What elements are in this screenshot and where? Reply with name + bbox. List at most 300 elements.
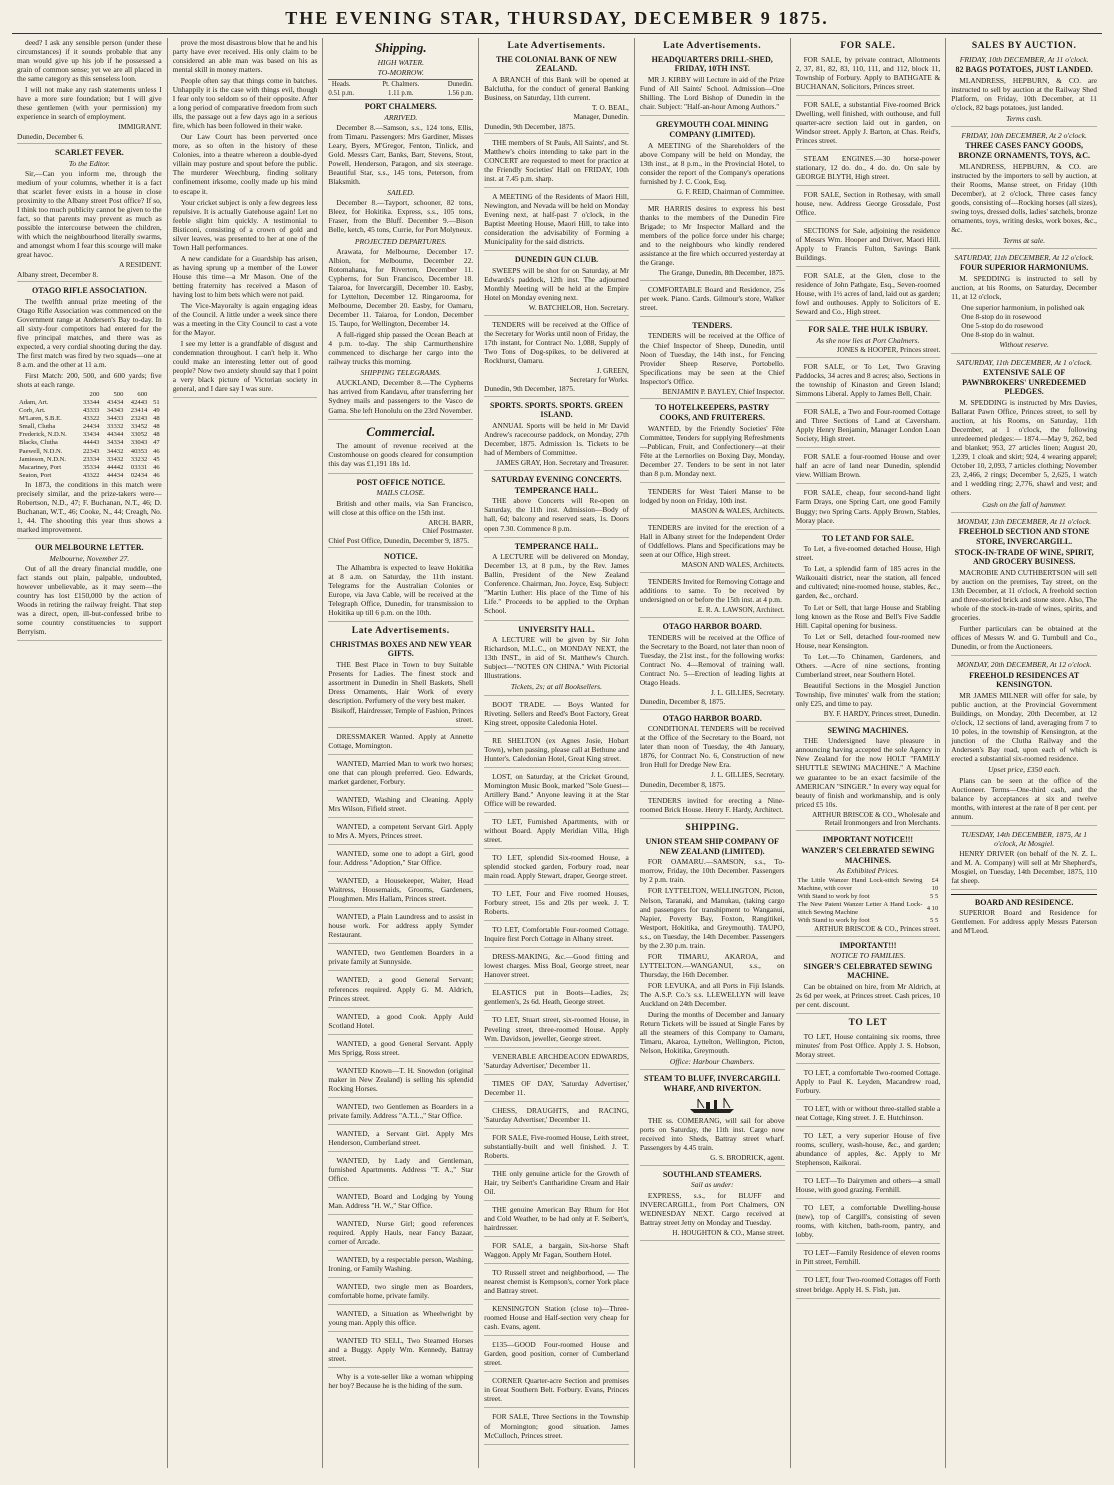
- advert-signature: ARTHUR BRISCOE & CO., Princes street.: [814, 924, 941, 933]
- to-let-ad: [796, 1203, 941, 1244]
- price-value: 5 5: [930, 916, 939, 924]
- score-cell: 46: [153, 471, 160, 479]
- classified-ad: [328, 1066, 473, 1098]
- auction-body: MLANDRESS, HEPBURN, & CO. are instructed to sell by auction at the Railway Shed Platform, on Friday, 10th December, at 11 o'clock, 82 bags potatoes, just landed.: [951, 75, 1097, 112]
- score-cell: 33332: [106, 423, 124, 431]
- score-cell: 48: [153, 431, 160, 439]
- tide-subtitle: TO-MORROW.: [377, 68, 424, 78]
- drill-shed-lecture: [640, 55, 785, 117]
- section-heading-to-let: TO LET: [848, 1018, 888, 1029]
- advert-text: WANTED, a Plain Laundress and to assist in house work. For address apply Symder Restaurant.: [328, 912, 474, 940]
- advert-title: IMPORTANT!!!: [839, 940, 897, 950]
- closing-joke: Why is a vote-seller like a woman whipping her boy? Because he is the hiding of the sum.: [328, 1372, 474, 1391]
- classified-ad: [328, 732, 473, 755]
- tide-place: Pt. Chalmers.: [382, 81, 420, 89]
- advert-body: COMFORTABLE Board and Residence, 25s per week. Piano. Cards. Gilmour's store, Walker street.: [639, 284, 785, 312]
- advert-title: WANZER'S CELEBRATED SEWING MACHINES.: [801, 845, 935, 865]
- score-cell: 48: [153, 415, 160, 423]
- advert-body: SUPERIOR Board and Residence for Gentlemen. For address apply Messrs Paterson and M'Leod.: [951, 908, 1097, 936]
- classified-ad: [328, 795, 473, 818]
- section-heading-late-ads: Late Advertisements.: [507, 41, 606, 51]
- advert-text: VENERABLE ARCHDEACON EDWARDS, 'Saturday Advertiser,' December 11.: [484, 1051, 629, 1070]
- advert-text: WANTED, a competent Servant Girl. Apply to Mrs A. Myers, Princes street.: [328, 822, 474, 841]
- article-title: OTAGO RIFLE ASSOCIATION.: [32, 286, 147, 296]
- advert-text: WANTED, a Situation as Wheelwright by young man. Apply this office.: [328, 1309, 474, 1328]
- article-body: First Match: 200, 500, and 600 yards; five shots at each range.: [17, 371, 162, 390]
- fencing-tenders: [640, 321, 785, 400]
- to-let-entry: To Let, a five-roomed detached House, High street.: [795, 544, 941, 563]
- advert-signature: Bisikoff, Hairdresser, Temple of Fashion, Princes street.: [331, 707, 474, 725]
- advert-text: TIMES OF DAY, 'Saturday Advertiser,' December 11.: [484, 1078, 629, 1097]
- advert-title: TEMPERANCE HALL.: [514, 541, 599, 551]
- auction-body: M. SPEDDING is instructed by Mrs Davies, Ballarat Pawn Office, Princes street, to sell by auction, at his Rooms, on Saturday, 11th December, at 1 o'clock, the following unredeemed pledges:— 1874.—May 9, 262, bed and blanket; 953, 27 articles linen; August 20, 1,239, 1 cloak and skirt; 924, 4 wearing apparel; October 10, 2,093, 7 articles clothing; November 23, 2,466, 2 rings; December 5, 2,625, 1 watch and 1 wedding ring; 2,776, shawl and vest; and others.: [951, 398, 1097, 498]
- advert-text: WANTED, a good General Servant. Apply Mrs Sprigg, Ross street.: [328, 1038, 474, 1057]
- classified-ad: [328, 849, 473, 872]
- auction-date: FRIDAY, 10th DECEMBER, At 11 o'clock.: [959, 54, 1089, 64]
- post-office-notice: [328, 478, 473, 549]
- advert-title: IMPORTANT NOTICE!!!: [822, 835, 914, 845]
- advert-date: Dunedin, December 8, 1875.: [639, 697, 726, 707]
- advert-text: WANTED, a good Cook. Apply Auld Scotland Hotel.: [328, 1011, 474, 1030]
- advert-text: FOR SALE, at the Glen, close to the residence of John Pathgate, Esq., Seven-roomed House, with 1½ acres of land, laid out as garden; fowl and outhouses. Apply to Solicitors of E. Seward and Co., High street.: [795, 271, 941, 317]
- auction-body: HENRY DRIVER (on behalf of the N. Z. L. and M. A. Company) will sell at Mr Shepherd's, Mosgiel, on Tuesday, 14th December, 1875, 110 fat sheep.: [951, 849, 1097, 886]
- score-cell: 33344: [82, 399, 100, 407]
- auction-title: EXTENSIVE SALE OF PAWNBROKERS' UNREDEEMED PLEDGES.: [962, 367, 1087, 397]
- advert-signature: MASON AND WALES, Architects.: [681, 561, 785, 570]
- advert-text: FOR SALE, Five-roomed House, Leith street, substantially-built and well finished. J. T. Roberts.: [484, 1132, 629, 1160]
- wanzer-machine-ad: [796, 835, 941, 936]
- advert-title: CHRISTMAS BOXES AND NEW YEAR GIFTS.: [329, 639, 472, 659]
- classified-ad: [484, 925, 629, 948]
- advert-body: TENDERS will be received at the Office of the Secretary for Works until noon of Friday, the 17th instant, for Contract No. 1,088, Supply of Two Tons of Dog-spikes, to be delivered at Rockhurst, Oamaru.: [484, 319, 629, 365]
- advert-text: WANTED, Nurse Girl; good references required. Apply Hauls, near Fancy Bazaar, corner of Arcade.: [328, 1219, 474, 1247]
- letter-signature: IMMIGRANT.: [118, 123, 162, 132]
- letter-unemployment: [17, 38, 162, 144]
- sailing-entry: FOR LYTTELTON, WELLINGTON, Picton, Nelson, Taranaki, and Manukau, (taking cargo and passengers for transhipment to Wanganui, Napier, Poverty Bay, Foxton, Rangitikei, Westport, Hokitika, and Greymouth). TAUPO, s.s., on Tuesday, the 14th December. Passengers by the 2.30 p.m. train.: [639, 886, 785, 950]
- hall-tenders: [640, 523, 785, 573]
- to-let-ad: [796, 1068, 941, 1100]
- advert-title: TO LET AND FOR SALE.: [821, 533, 914, 543]
- score-cell: Frederick, N.D.N.: [19, 431, 67, 439]
- letter-body: deed? I ask any sensible person (under these circumstances) if it sounds probable that any man would give up his job if he possessed a grain of common sense; yet we are all placed in the same category as this senseless loon.: [17, 38, 162, 84]
- advert-title: UNION STEAM SHIP COMPANY OF NEW ZEALAND (LIMITED).: [645, 836, 779, 856]
- score-row: [17, 456, 162, 464]
- to-let-ad: [796, 1104, 941, 1127]
- score-cell: 45: [153, 455, 160, 463]
- score-cell: 34343: [106, 407, 124, 415]
- score-cell: 34433: [106, 415, 124, 423]
- cottage-tenders: [640, 577, 785, 618]
- to-let-ad: [796, 1131, 941, 1172]
- article-body: British and other mails, via San Francisco, will close at this office on the 15th inst.: [328, 498, 474, 517]
- auction-terms: Cash on the fall of hammer.: [982, 499, 1067, 509]
- advert-title: HEADQUARTERS DRILL-SHED, FRIDAY, 10TH INST.: [651, 54, 773, 74]
- advert-text: DRESS-MAKING, &c.—Good fitting and lowest charges. Miss Boal, George street, near Hanover street.: [484, 952, 629, 980]
- score-cell: 23414: [130, 407, 148, 415]
- auction-body: MR JAMES MILNER will offer for sale, by public auction, at the Provincial Government Buildings, on Monday, 20th December, at 12 o'clock, 12 sections of land, averaging from 7 to 10 poles, in the township of Kensington, at the junction of the Clutha Railway and the Andersen's Bay road, upon each of which is erected a substantial six-roomed residence.: [951, 691, 1097, 764]
- price-row: [796, 917, 941, 925]
- column-1: [12, 38, 168, 1468]
- score-cell: 24434: [82, 423, 100, 431]
- advert-text: WANTED, by a respectable person, Washing, Ironing, or Family Washing.: [328, 1255, 474, 1274]
- advert-text: KENSINGTON Station (close to)—Three-roomed House and Half-section very cheap for cash. Evans, agent.: [484, 1304, 629, 1332]
- advert-text: TO LET, four Two-roomed Cottages off Forth street bridge. Apply H. S. Fish, jun.: [795, 1275, 941, 1294]
- price-item: With Stand to work by foot: [797, 916, 870, 924]
- price-item: The New Patent Wanzer Letter A Hand Lock-stitch Sewing Machine: [797, 900, 923, 916]
- article-body: A full-rigged ship passed the Ocean Beach at 4 p.m. to-day. The ship Carmurthenshire commenced to discharge her cargo into the railway trucks this morning.: [328, 330, 474, 367]
- advert-text: TO LET, a comfortable Dwelling-house (new), top of Cargill's, consisting of seven rooms, with kitchen, bath-room, pantry, and lobby.: [795, 1203, 941, 1240]
- tide-table: [328, 79, 473, 100]
- advert-signature: BENJAMIN P. BAYLEY, Chief Inspector.: [662, 387, 785, 396]
- article-body: AUCKLAND, December 8.—The Cypherns has arrived from Kandavu, after transferring her Sydney mails and passengers to the Vasco de Gama. She left Honolulu on the 23rd November.: [328, 378, 474, 415]
- auction-date: MONDAY, 20th DECEMBER, At 12 o'clock.: [956, 660, 1092, 670]
- melbourne-letter: [17, 543, 162, 641]
- classified-ad: [484, 889, 629, 921]
- auction-terms: Terms cash.: [1006, 113, 1043, 123]
- tide-entry: [328, 81, 354, 98]
- article-title: OUR MELBOURNE LETTER.: [35, 542, 144, 552]
- article-body: The Vice-Mayoralty is again engaging ideas of the Council. A little under a week since there was a meeting in the City Council to cast a vote for the Mayor.: [172, 300, 318, 337]
- advert-text: WANTED TO SELL, Two Steamed Horses and a Buggy. Apply Wm. Kennedy, Battray street.: [328, 1336, 474, 1364]
- classified-ad: [484, 1340, 629, 1372]
- article-body: The Alhambra is expected to leave Hokitika at 8 a.m. on Saturday, the 11th instant. Telegrams for the Australian Colonies or Europe, via Java Cable, will be received at the Telegraph Office, Dunedin, for transmission to Hokitika up till 6 p.m. on the 10th.: [328, 562, 474, 618]
- section-heading-commercial: Commercial.: [366, 423, 436, 439]
- sailing-entry: FOR OAMARU.—SAMSON, s.s., To-morrow, Friday, the 10th December. Passengers by 2 p.m. train.: [639, 857, 785, 885]
- advert-text: THE only genuine article for the Growth of Hair, try Seibert's Cantharidine Cream and Hair Oil.: [484, 1168, 629, 1196]
- advert-title: SEWING MACHINES.: [827, 725, 909, 735]
- advert-title: TENDERS.: [692, 320, 733, 330]
- auction-lot: One 5-stop do do rosewood: [961, 321, 1043, 331]
- letter-date: Albany street, December 8.: [17, 270, 99, 280]
- advert-title: OTAGO HARBOR BOARD.: [662, 621, 762, 631]
- classified-ad: [484, 772, 629, 813]
- auction-title: FREEHOLD RESIDENCES AT KENSINGTON.: [969, 670, 1080, 690]
- advert-signature: Secretary for Works.: [569, 375, 629, 384]
- advert-text: FOR SALE, a bargain, Six-horse Shaft Waggon. Apply Mr Fagan, Southern Hotel.: [484, 1241, 629, 1260]
- classified-ad: [328, 975, 473, 1007]
- classified-ad: [484, 1304, 629, 1336]
- singer-machine-ad: [796, 941, 941, 1015]
- column-6: [791, 38, 947, 1468]
- advert-text: TO LET—To Dairymen and others—a small House, with good grazing. Fernhill.: [795, 1176, 941, 1195]
- letter-body: I will not make any rash statements unless I have a more sure foundation; but I will give these gentlemen (with your permission) my experience in search of employment.: [17, 85, 162, 122]
- section-heading-auctions: SALES BY AUCTION.: [971, 41, 1077, 51]
- choir-notice: [484, 138, 629, 188]
- tide-entry: [382, 81, 419, 98]
- advert-text: FOR SALE, Section in Rothesay, with small house, new. Address George Grossdale, Post Office.: [795, 189, 941, 218]
- advert-text: RE SHELTON (ex Agnes Josie, Hobart Town), when passing, please call at Bethune and Hunter's. Caledonian Hotel, Great King street.: [484, 735, 629, 763]
- advert-text: FOR SALE a four-roomed House and over half an acre of land near Dunedin, splendid view. William Brown.: [795, 452, 941, 480]
- score-cell: 40353: [130, 447, 148, 455]
- classified-ad: [484, 1079, 629, 1102]
- auction-pledges: [951, 358, 1097, 513]
- score-cell: M'Laren, S.B.E.: [19, 415, 62, 423]
- score-cell: 47: [153, 439, 160, 447]
- advert-title: GREYMOUTH COAL MINING COMPANY (LIMITED).: [655, 120, 769, 139]
- classified-list: [484, 700, 629, 1445]
- score-cell: Blacks, Clutha: [19, 439, 58, 447]
- notice-date: Chief Post Office, Dunedin, December 9, 1875.: [328, 536, 470, 546]
- article-body: A new candidate for a Guardship has arisen, as having sprung up a member of the Lower House this time—a Mr Mason. One of the betting fraternity has received a Mason of having lost to him bets which were not paid.: [172, 253, 318, 299]
- telegraph-notice: [328, 552, 473, 622]
- article-body: prove the most disastrous blow that he and his party have ever received. His only claim to be considered an able man was based on his as mental skill in money matters.: [172, 38, 318, 75]
- tide-place: Dunedin.: [447, 81, 473, 89]
- to-let-ad: [796, 1248, 941, 1271]
- for-sale-ad: [796, 154, 941, 186]
- bluff-steamer-ad: [640, 1074, 785, 1165]
- score-cell: Jamieson, N.D.N.: [19, 455, 67, 463]
- score-cell: 02434: [130, 471, 148, 479]
- advert-signature: J. L. GILLIES, Secretary.: [710, 688, 785, 697]
- advert-title: STEAM TO BLUFF, INVERCARGILL WHARF, AND RIVERTON.: [644, 1074, 781, 1094]
- classified-ad: [328, 1039, 473, 1062]
- header-cell: 200: [89, 391, 100, 399]
- thanks-notice: [640, 204, 785, 281]
- advert-signature: H. HOUGHTON & CO., Manse street.: [672, 1228, 785, 1237]
- article-title: POST OFFICE NOTICE.: [356, 477, 446, 487]
- classified-ad: [328, 822, 473, 845]
- manse-tenders: [640, 487, 785, 519]
- score-cell: 42443: [130, 399, 148, 407]
- classified-ad: [328, 1192, 473, 1215]
- advert-text: FOR SALE, cheap, four second-hand light Farm Drays, one Spring Cart, one good Family Buggy; two Spring Carts. Apply Brown, Stables, Moray place.: [795, 488, 941, 525]
- columns: [12, 38, 1102, 1468]
- to-let-entry: To Let.—To Chinamen, Gardeners, and Others. —Acre of nine sections, fronting Cumberland street, near Southern Hotel.: [795, 651, 941, 679]
- advert-signature: Manager, Dunedin.: [573, 112, 629, 121]
- steamship-icon: [686, 1096, 738, 1114]
- score-cell: Adam, Art.: [19, 399, 49, 407]
- header-cell: [149, 391, 161, 399]
- article-title: NOTICE.: [384, 552, 418, 562]
- advert-body: CONDITIONAL TENDERS will be received at the Office of the Secretary to the Board, not later than noon of Tuesday, the 4th January, 1876, for Contract No. 6, Construction of new Iron Hull for Dredge New Era.: [639, 724, 785, 770]
- score-cell: 35334: [82, 463, 100, 471]
- advert-text: WANTED, some one to adopt a Girl, good four. Address "Adoption," Star Office.: [328, 849, 474, 868]
- classified-ad: [484, 1106, 629, 1129]
- score-cell: 44434: [106, 471, 124, 479]
- price-value: 5 5: [930, 892, 939, 900]
- scarlet-fever-letter: [17, 148, 162, 282]
- advert-text: STEAM ENGINES.—30 horse-power stationary, 12 do. do., 4 do. do. On sale by GEORGE BLYTH, High street.: [795, 153, 941, 181]
- christmas-advert: [328, 640, 473, 728]
- advert-signature: J. GREEN,: [596, 366, 629, 375]
- score-cell: 22343: [82, 447, 100, 455]
- auction-note: Further particulars can be obtained at the offices of Messrs W. and G. Turnbull and Co., Dunedin, or from the Auctioneers.: [951, 624, 1097, 652]
- score-cell: 43322: [82, 415, 100, 423]
- sewing-machine-ad: [796, 726, 941, 832]
- auction-date: FRIDAY, 10th DECEMBER, At 2 o'clock.: [961, 130, 1087, 140]
- advert-text: TO LET, Four and Five roomed Houses, Forbury street, 15s and 20s per week. J. T. Roberts.: [484, 889, 629, 917]
- melbourne-letter-continued: [173, 38, 318, 398]
- article-body: December 8.—Tayport, schooner, 82 tons, Bleez, for Hokitika. Express, s.s., 105 tons, Fraser, from the Bluff. December 9.—Bison Belle, ketch, 45 tons, Currie, for Port Molyneux.: [328, 198, 474, 235]
- header-cell: [17, 391, 78, 399]
- port-chalmers-report: [328, 102, 473, 420]
- union-steamship-ad: [640, 837, 785, 1070]
- score-cell: 43434: [106, 399, 124, 407]
- classified-list: [796, 544, 941, 708]
- advert-body: TENDERS are invited for the erection of a Hall in Albany street for the Independent Order of Oddfellows. Plans and Specifications may be seen at our Office, High street.: [639, 522, 785, 560]
- auction-body: MACROBIE AND CUTHBERTSON will sell by auction on the premises, Tay street, on the 13th December, at 11 o'clock, A freehold section and three-storied brick and stone store. Also, The whole of the stock-in-trade of wines, spirits, and groceries.: [951, 568, 1097, 623]
- article-subtitle: To the Editor.: [68, 158, 110, 168]
- score-cell: 23243: [130, 415, 148, 423]
- tide-time: 1.56 p.m.: [447, 89, 474, 97]
- advert-text: WANTED, two single men as Boarders, comfortable home, private family.: [328, 1282, 474, 1301]
- section-heading-board: BOARD AND RESIDENCE.: [974, 898, 1074, 908]
- to-let-entry: To Let or Sell, that large House and Stabling long known as the Rose and Bell's Five Saddle Hill. Capital opening for business.: [795, 602, 941, 630]
- auction-body: M. SPEDDING is instructed to sell by auction, at his Rooms, on Saturday, December 11, at 12 o'clock,: [951, 274, 1097, 302]
- advert-body: WANTED, by the Friendly Societies' Fête Committee, Tenders for supplying Refreshments—Publican, Fruit, and Confectionery—at their Fête at the Lernorlies on Boxing Day, Monday, December 27. Tenders to be sent in not later than 8 p.m. Monday next.: [639, 423, 785, 479]
- advert-signature: JAMES GRAY, Hon. Secretary and Treasurer.: [496, 459, 629, 468]
- column-7: [946, 38, 1102, 1468]
- advert-subtitle: As Exhibited Prices.: [837, 866, 899, 876]
- advert-signature: MASON & WALES, Architects.: [691, 507, 785, 516]
- letter-signature: A RESIDENT.: [119, 261, 162, 270]
- advert-office: Office: Harbour Chambers.: [669, 1057, 755, 1067]
- brick-house-tenders: [640, 796, 785, 819]
- classified-ad: [328, 1282, 473, 1305]
- advert-text: £135—GOOD Four-roomed House and Garden, good position, corner of Cumberland street.: [484, 1340, 629, 1368]
- score-cell: 34334: [106, 439, 124, 447]
- classified-ad: [484, 1015, 629, 1047]
- southland-steamers-ad: [640, 1170, 785, 1241]
- classified-ad: [484, 952, 629, 984]
- advert-body: A MEETING of the Shareholders of the above Company will be held on Monday, the 13th inst., at 8 p.m., in the Provincial Hotel, to consider the report of the Company's operations furnished by J. C. Cook, Esq.: [639, 140, 785, 186]
- dog-spikes-tenders: [484, 320, 629, 397]
- classified-ad: [328, 1309, 473, 1332]
- score-cell: 33232: [130, 455, 148, 463]
- advert-text: TO LET, Furnished Apartments, with or without Board. Apply Meridian Villa, High street.: [484, 816, 629, 845]
- score-row: [17, 439, 162, 447]
- for-sale-ad: [796, 488, 941, 529]
- advert-body: SWEEPS will be shot for on Saturday, at Mr Edwards's paddock, 12th inst. The adjourned Monthly Meeting will be held at the Empire Hotel on Monday evening next.: [484, 265, 629, 302]
- advert-title: UNIVERSITY HALL.: [518, 624, 595, 634]
- advert-body: THE Undersigned have pleasure in announcing having accepted the sole Agency in New Zealand for the now HOLT "FAMILY SHUTTLE SEWING MACHINE." A Machine we guarantee to be an exact facsimile of the AMERICAN "SINGER." In every way equal for beauty of finish and workmanship, and is only priced £5 10s.: [795, 736, 941, 809]
- score-cell: 44443: [82, 439, 100, 447]
- advert-text: CHESS, DRAUGHTS, and RACING, 'Saturday Advertiser,' December 11.: [484, 1105, 629, 1124]
- for-sale-ad: [796, 190, 941, 222]
- advert-text: FOR SALE, a Two and Four-roomed Cottage and Three Sections of Land at Caversham. Apply Henry Benjamin, Manager London Loan Society, High street.: [795, 407, 941, 444]
- section-heading: PORT CHALMERS.: [364, 101, 437, 111]
- article-body: December 8.—Samson, s.s., 124 tons, Ellis, from Timaru. Passengers: Mrs Gardiner, Misses Leary, Byers, M'Gregor, Fenton, Tinlick, and Gold. Messrs Carr, Banks, Barr, Stevens, Stout, Powell, Henderson, Paragon, and six steerage. Beautiful Star, s.s., 145 tons, Peterson, from Blaksmith.: [328, 122, 474, 187]
- classified-ad: [328, 876, 473, 908]
- letter-date: Dunedin, December 6.: [17, 132, 84, 142]
- advert-text: TO LET, Stuart street, six-roomed House, in Peveling street, three-roomed House. Apply Wm. Davidson, jeweller, George street.: [484, 1015, 629, 1043]
- score-cell: 43322: [82, 471, 100, 479]
- classified-ad: [484, 853, 629, 885]
- price-value: £4 10: [931, 876, 939, 892]
- advert-body: THE Best Place in Town to buy Suitable Presents for Ladies. The finest stock and assortment in Dunedin in Shell Baskets, Shell Dress Ornaments, Hair Work of every description. Perfumery of the very best maker.: [328, 660, 474, 706]
- auction-invercargill: [951, 517, 1097, 657]
- section-heading-shipping: SHIPPING.: [685, 823, 740, 834]
- advert-title: SINGER'S CELEBRATED SEWING MACHINE.: [803, 961, 933, 981]
- for-sale-ad: [796, 271, 941, 321]
- to-let-ad: [796, 1176, 941, 1199]
- advert-subtitle: As she now lies at Port Chalmers.: [816, 336, 920, 346]
- column-2: [168, 38, 324, 1468]
- article-body: Sir,—Can you inform me, through the medium of your columns, whether it is a fact that scarlet fever exists in a house in close proximity to the Albany street Post office? If so, I think too much publicity cannot be given to the fact, so that parents may prevent as much as possible the intercourse between the children, with which the neighbourhood literally swarms, and amongst whom I fear this scourge will make great havoc.: [17, 169, 162, 260]
- score-row: [17, 407, 162, 415]
- advert-text: THE genuine American Bay Rhum for Hot and Cold Weather, to be had only at F. Seibert's, hairdresser.: [484, 1204, 629, 1233]
- advert-text: WANTED, two Gentlemen Boarders in a private family at Sunnyside.: [328, 948, 474, 967]
- advert-text: FOR SALE, by private contract, Allotments 2, 37, 81, 82, 83, 110, 111, and 112, block 11, Township of Forbury. Apply to BATHGATE & BUCHANAN, Solicitors, Princes street.: [795, 54, 941, 91]
- advert-body: THE above Concerts will Re-open on Saturday, the 11th inst. Admission—Body of hall, 6d; balcony and reserved seats, 1s. Doors open 7.30. Commence 8 p.m.: [484, 496, 629, 533]
- classified-ad: [484, 1169, 629, 1201]
- advert-text: FOR SALE, a substantial Five-roomed Brick Dwelling, well finished, with outhouse, and full quarter-acre section laid out in garden, on Windsor street. Apply J. Barton, at Chas. Reid's, Princes street.: [795, 99, 941, 145]
- advert-text: TO LET, Comfortable Four-roomed Cottage. Inquire first Porch Cottage in Albany street.: [484, 925, 629, 944]
- classified-ad: [328, 1336, 473, 1368]
- advert-text: TO LET, a comfortable Two-roomed Cottage. Apply to Paul K. Leyden, Macandrew road, Forbury.: [795, 1067, 941, 1095]
- gun-club-notice: [484, 255, 629, 316]
- advert-subtitle: NOTICE TO FAMILIES.: [830, 951, 906, 961]
- section-heading-late-ads: Late Advertisements.: [351, 626, 450, 637]
- score-cell: Paewell, N.D.N.: [19, 447, 63, 455]
- advert-title: THE COLONIAL BANK OF NEW ZEALAND.: [495, 54, 618, 74]
- classified-ad: [484, 1268, 629, 1300]
- auction-date: TUESDAY, 14th DECEMBER, 1875, At 1 o'clock, At Mosgiel.: [961, 829, 1087, 848]
- harbour-board-dredge-tenders: [640, 714, 785, 793]
- classified-ad: [484, 988, 629, 1011]
- auction-title: 82 BAGS POTATOES, JUST LANDED.: [955, 64, 1093, 74]
- for-sale-ad: [796, 226, 941, 267]
- advert-text: CORNER Quarter-acre Section and premises in Great Southern Belt. Forbury. Evans, Princes street.: [484, 1376, 629, 1404]
- sailing-list: [640, 857, 785, 1008]
- classified-list: [796, 55, 941, 322]
- sports-notice: [484, 401, 629, 471]
- classified-ad: [328, 1255, 473, 1278]
- classified-list: [328, 732, 473, 1369]
- article-body: Arawata, for Melbourne, December 17. Albion, for Melbourne, December 22. Rotomahana, for Riverton, December 11. Cypherns, for Sun Francisco, December 18. Taiaroa, for Invercargill, December 10. Easby, for Lyttelton, December 12. Ringarooma, for Melbourne, December 20. Easby, for Oamaru, December 11. Taiaroa, for London, December 15. Taupo, for Wellington, December 14.: [328, 246, 474, 329]
- advert-signature: J. L. GILLIES, Secretary.: [710, 771, 785, 780]
- classified-ad: [328, 1102, 473, 1125]
- advert-title: TO HOTELKEEPERS, PASTRY COOKS, AND FRUITERERS.: [655, 403, 770, 423]
- auction-title: FREEHOLD SECTION AND STONE STORE, INVERCARGILL.: [958, 527, 1090, 546]
- auction-lot: One superior harmonium, in polished oak: [961, 303, 1085, 313]
- auction-date: SATURDAY, 11th DECEMBER, At 12 o'clock.: [954, 253, 1094, 263]
- score-row: [17, 399, 162, 407]
- price-item: The Little Wanzer Hand Lock-stitch Sewing Machine, with cover: [797, 876, 923, 892]
- advert-text: DRESSMAKER Wanted. Apply at Annette Cottage, Mornington.: [328, 731, 474, 750]
- rifle-association-article: [17, 286, 162, 539]
- price-row: [796, 893, 941, 901]
- concert-notice: [484, 475, 629, 538]
- tide-place: Heads.: [331, 81, 351, 89]
- score-cell: 33043: [130, 439, 148, 447]
- advert-text: WANTED, Married Man to work two horses; one that can plough preferred. Geo. Edwards, market gardener, Forbury.: [328, 758, 474, 787]
- advert-body: A LECTURE will be delivered on Monday, December 13, at 8 p.m., by the Rev. James Ballin, President of the New Zealand Conference. Chairman, Jno. Joyce, Esq. Subject: "Martin Luther: His place of the Time of his Life." Proceeds to be applied to the Orphan School.: [484, 552, 629, 616]
- for-sale-ad: [796, 452, 941, 484]
- classified-ad: [328, 1012, 473, 1035]
- sailing-entry: FOR TIMARU, AKAROA, and LYTTELTON.—WANGANUI, s.s., on Thursday, the 16th December.: [639, 951, 785, 979]
- advert-text: LOST, on Saturday, at the Cricket Ground, Mornington Music Book, marked "Sole Guest—Artillery Band." Anyone leaving it at the Star Office will be rewarded.: [484, 771, 629, 808]
- advert-body: A BRANCH of this Bank will be opened at Balclutha, for the conduct of general Banking Business, on Saturday, 11th current.: [484, 75, 629, 103]
- article-dateline: Melbourne, November 27.: [49, 553, 130, 563]
- advert-body: TENDERS will be received at the Office of the Chief Inspector of Sheep, Dunedin, until Noon of Tuesday, the 14th inst., for Fencing Provider Sheep Reserve, Portobello. Specifications may be seen at the Chief Inspector's Office.: [639, 331, 785, 386]
- section-heading-shipping: Shipping.: [374, 40, 427, 55]
- hotelkeepers-ad: [640, 403, 785, 483]
- article-body: Your cricket subject is only a few degrees less repulsive. It is actually Gatehouse again! Let no feeble slight him quickly. A testimonial to Bisticoni, consisting of a crown of gold and silver leaves, was presented to her at one of the Town Hall performances.: [172, 197, 318, 252]
- advert-signature: G. S. BRODRICK, agent.: [710, 1153, 785, 1162]
- advert-body: MR HARRIS desires to express his best thanks to the members of the Dunedin Fire Brigade; to Mr Inspector Mallard and the members of the police force under his charge; and to the neighbours who kindly rendered assistance at the fire which occurred yesterday at the Grange.: [639, 203, 785, 267]
- advert-text: WANTED, a good General Servant; references required. Apply G. M. Aldrich, Princes street.: [328, 975, 474, 1003]
- advert-signature: ARTHUR BRISCOE & CO., Wholesale and Retail Ironmongers and Iron Merchants.: [812, 810, 941, 828]
- price-item: With Stand to work by foot: [797, 892, 870, 900]
- lecture-notice: [484, 542, 629, 621]
- advert-title: SPORTS. SPORTS. SPORTS. GREEN ISLAND.: [490, 400, 623, 420]
- advert-text: FOR SALE, or To Let, Two Graving Paddocks, 34 acres and 8 acres; also, Sections in the township of Kinaston and Green Island; Simmons Liberal. Apply to James Bell, Chair.: [795, 362, 941, 399]
- score-cell: 49: [153, 407, 160, 415]
- auction-terms: Terms at sale.: [1003, 235, 1046, 245]
- advert-text: WANTED, two Gentlemen as Boarders in a private family. Address "A.T.L.," Star Office.: [328, 1101, 474, 1120]
- classified-ad: [484, 1241, 629, 1264]
